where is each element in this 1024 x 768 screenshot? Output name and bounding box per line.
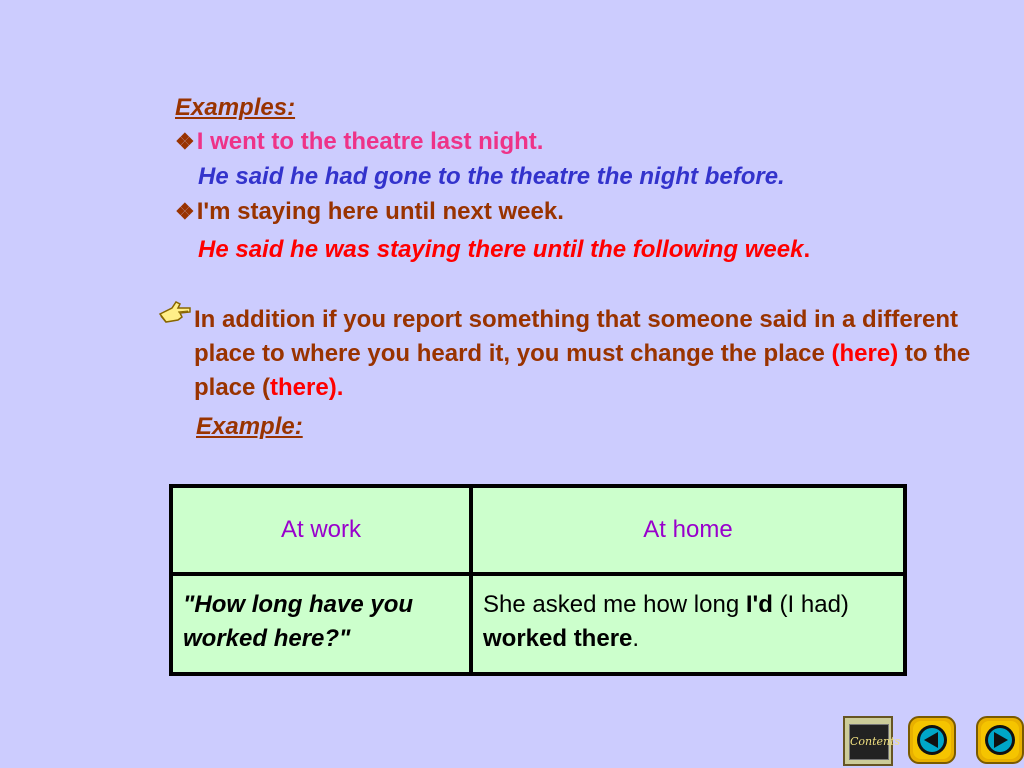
next-button[interactable] [976, 716, 1024, 764]
reported-sentence-2-period: . [803, 236, 811, 263]
answer-text-a: She asked me how long [483, 591, 746, 618]
table-header-at-home-text: At home [643, 516, 733, 543]
paragraph-text-a: In addition if you report something that someone said in a different place to where you heard it, you must change the place [194, 306, 959, 367]
table-cell-quote: "How long have you worked here?" [171, 574, 471, 674]
contents-label: Contents [849, 724, 889, 760]
table-header-at-home [471, 486, 905, 574]
contents-button[interactable] [843, 716, 901, 766]
diamond-bullet-icon: ❖ [175, 129, 195, 154]
table-row [171, 574, 905, 674]
paragraph-here: (here) [831, 340, 899, 367]
table-header-at-work-text: At work [280, 516, 361, 543]
answer-text-d: worked there [483, 625, 633, 652]
example-heading: Example: [196, 413, 303, 440]
previous-button[interactable] [908, 716, 956, 764]
reported-sentence-2 [198, 236, 810, 264]
table-header-row [171, 486, 905, 574]
example-sentence-1-text: I went to the theatre last night. [196, 128, 544, 155]
example-sentence-1 [175, 128, 543, 156]
paragraph-text-b: to the place ( [194, 340, 971, 401]
diamond-bullet-icon: ❖ [175, 199, 195, 224]
reported-sentence-1: He said he had gone to the theatre the night before. [198, 163, 785, 190]
table-header-at-work [171, 486, 471, 574]
addition-paragraph [194, 303, 974, 405]
comparison-table [169, 484, 907, 676]
answer-text-e: . [632, 625, 640, 652]
answer-text-b: I'd [745, 591, 773, 618]
answer-text-c: (I had) [772, 591, 849, 618]
examples-heading: Examples: [175, 94, 296, 121]
example-sentence-2-text: I'm staying here until next week. [196, 198, 564, 225]
reported-sentence-2-text: He said he was staying there until the following week [198, 236, 804, 263]
table-cell-answer [471, 574, 905, 674]
example-sentence-2 [175, 198, 564, 226]
paragraph-there: there). [270, 374, 344, 401]
pointing-hand-bullet-icon [158, 298, 192, 328]
